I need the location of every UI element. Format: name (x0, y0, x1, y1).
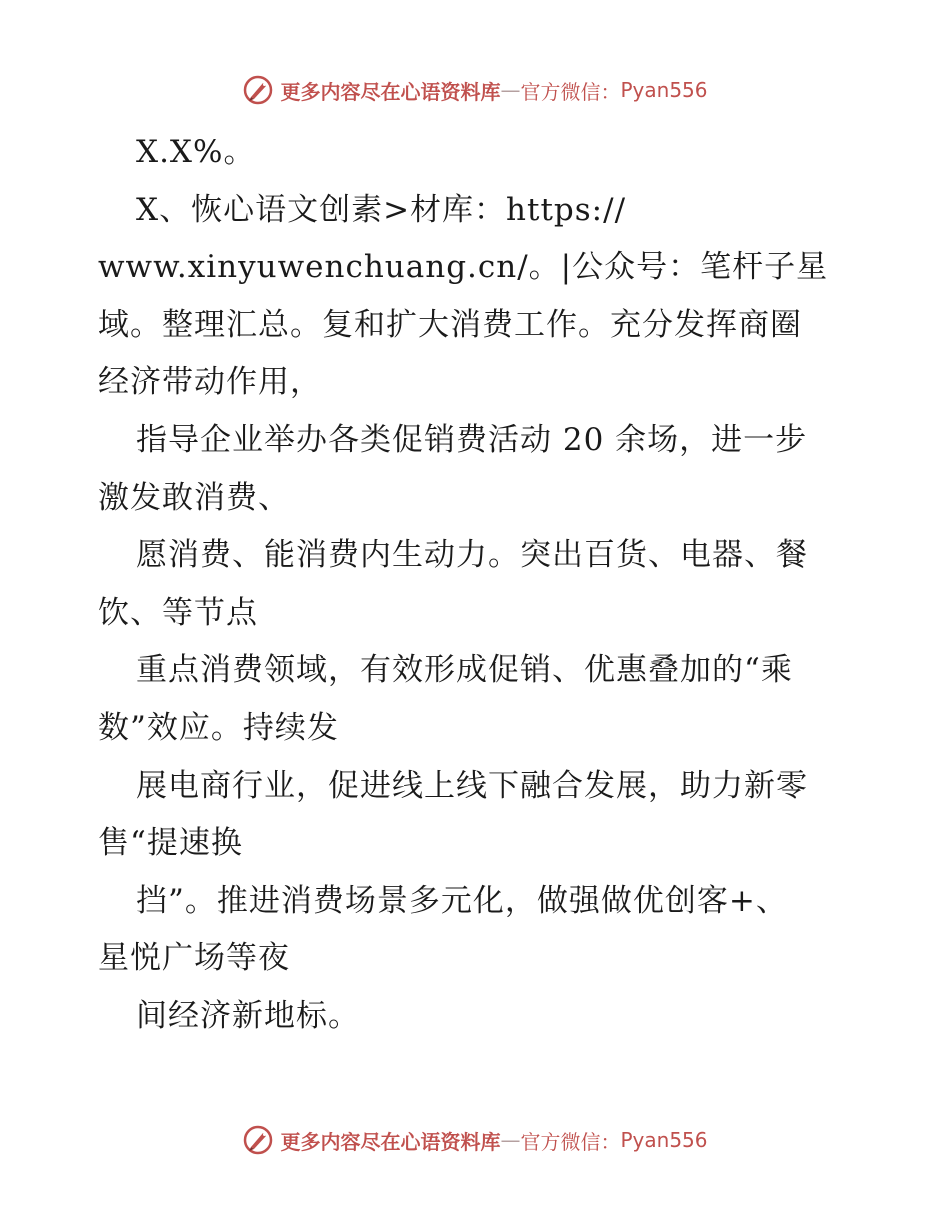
body-line: 重点消费领域，有效形成促销、优惠叠加的“乘 (136, 652, 793, 689)
body-line: 星悦广场等夜 (98, 940, 290, 977)
footer-official-label: 官方微信： (520, 1129, 621, 1154)
body-line: X.X%。 (136, 134, 256, 170)
body-line: 经济带动作用， (98, 364, 322, 401)
body-line: 售“提速换 (98, 825, 243, 862)
pen-logo-icon (242, 74, 274, 106)
body-line: X、恢心语文创素>材库：https:// (136, 191, 627, 228)
body-line: 域。整理汇总。复和扩大消费工作。充分发挥商圈 (98, 306, 802, 343)
header-wechat-id: Pyan556 (620, 78, 708, 102)
body-line: www.xinyuwenchuang.cn/。|公众号：笔杆子星 (98, 249, 829, 286)
body-line: 激发敢消费、 (98, 479, 290, 516)
body-line: 饮、等节点 (98, 594, 258, 631)
body-line: 挡”。推进消费场景多元化，做强做优创客+、 (136, 882, 788, 919)
body-line: 展电商行业，促进线上线下融合发展，助力新零 (136, 767, 808, 804)
body-line: 数”效应。持续发 (98, 709, 339, 746)
footer-wechat-id: Pyan556 (620, 1128, 708, 1152)
footer-banner (0, 1120, 950, 1160)
footer-site-name: 更多内容尽在心语资料库 (280, 1129, 501, 1154)
header-site-name: 更多内容尽在心语资料库 (280, 79, 501, 104)
pen-logo-icon (242, 1124, 274, 1156)
header-banner (0, 70, 950, 110)
document-body (98, 124, 858, 1046)
body-line: 愿消费、能消费内生动力。突出百货、电器、餐 (136, 537, 808, 574)
header-dash: — (500, 78, 521, 102)
body-line: 指导企业举办各类促销费活动 20 余场，进一步 (136, 421, 808, 458)
footer-dash: — (500, 1128, 521, 1152)
header-official-label: 官方微信： (520, 79, 621, 104)
body-line: 间经济新地标。 (136, 997, 360, 1034)
